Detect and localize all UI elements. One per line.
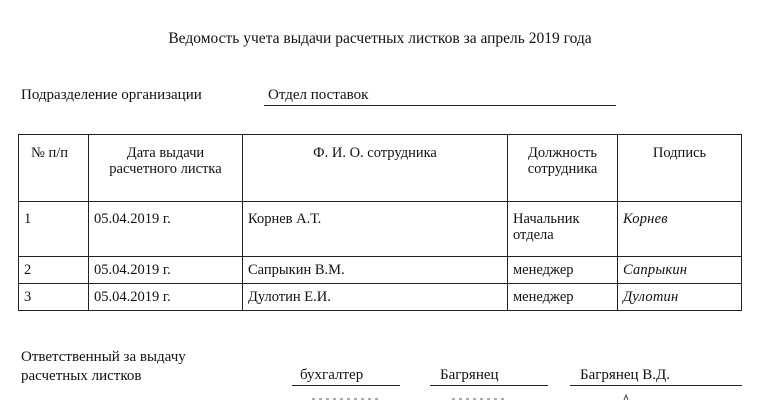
responsible-position: бухгалтер — [300, 367, 364, 383]
row-signature: Сапрыкин — [618, 257, 742, 284]
responsible-full-name: Багрянец В.Д. — [580, 367, 671, 383]
row-num: 2 — [19, 257, 89, 284]
row-position: Начальник отдела — [508, 202, 618, 257]
row-fio: Сапрыкин В.М. — [243, 257, 508, 284]
row-num: 1 — [19, 202, 89, 257]
header-date: Дата выдачи расчетного листка — [89, 135, 243, 202]
responsible-signature: Багрянец — [440, 367, 499, 383]
page-title: Ведомость учета выдачи расчетных листков за апрель 2019 года — [168, 30, 592, 47]
header-position: Должность сотрудника — [508, 135, 618, 202]
cropped-caption-marks — [0, 394, 760, 400]
department-value: Отдел поставок — [268, 87, 369, 103]
row-position: менеджер — [508, 257, 618, 284]
table-row — [19, 257, 742, 284]
header-fio: Ф. И. О. сотрудника — [243, 135, 508, 202]
row-date: 05.04.2019 г. — [89, 257, 243, 284]
responsible-position-underline — [292, 385, 400, 386]
row-num: 3 — [19, 284, 89, 311]
responsible-label-line2: расчетных листков — [21, 368, 142, 384]
row-date: 05.04.2019 г. — [89, 284, 243, 311]
payslip-register-table — [18, 134, 742, 311]
row-fio: Дулотин Е.И. — [243, 284, 508, 311]
department-label: Подразделение организации — [21, 87, 202, 103]
row-fio: Корнев А.Т. — [243, 202, 508, 257]
row-date: 05.04.2019 г. — [89, 202, 243, 257]
header-signature: Подпись — [618, 135, 742, 202]
responsible-label — [21, 348, 186, 386]
table-header-row — [19, 135, 742, 202]
row-signature: Дулотин — [618, 284, 742, 311]
row-position: менеджер — [508, 284, 618, 311]
table-row — [19, 284, 742, 311]
responsible-signature-underline — [430, 385, 548, 386]
row-signature: Корнев — [618, 202, 742, 257]
header-num: № п/п — [19, 135, 89, 202]
table-row — [19, 202, 742, 257]
responsible-full-name-underline — [570, 385, 742, 386]
department-underline — [264, 105, 616, 106]
responsible-label-line1: Ответственный за выдачу — [21, 349, 186, 365]
